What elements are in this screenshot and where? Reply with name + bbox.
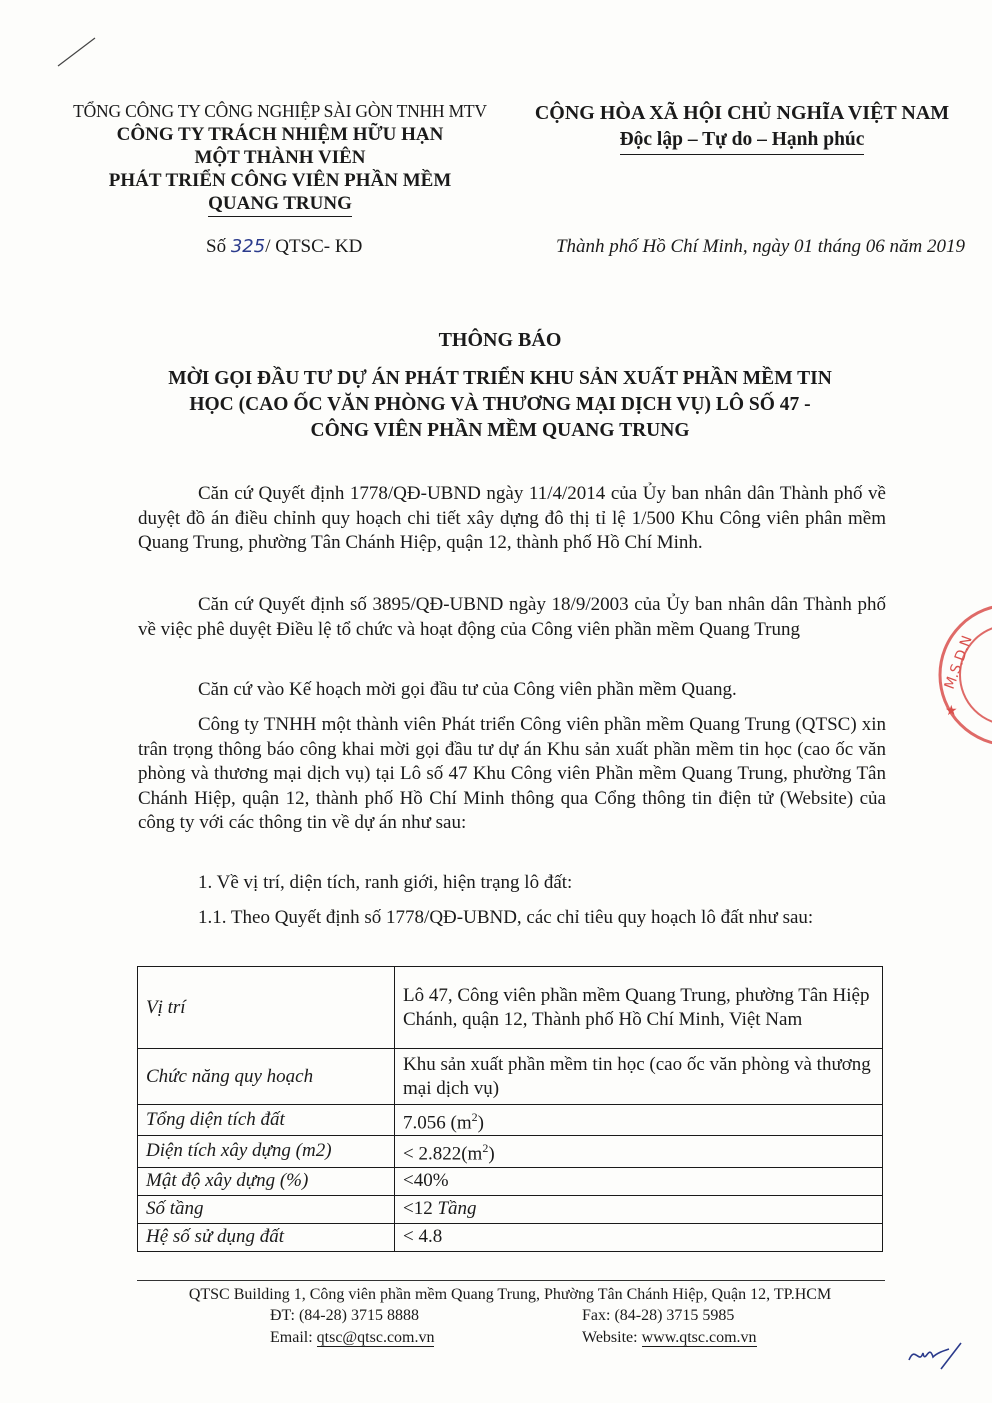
table-key: Tổng diện tích đất [138, 1105, 395, 1136]
paragraph-legal-basis-3: Căn cứ vào Kế hoạch mời gọi đầu tư của Công viên phần mềm Quang. [198, 679, 737, 700]
table-key: Vị trí [138, 967, 395, 1049]
table-key: Chức năng quy hoạch [138, 1049, 395, 1105]
table-row [138, 1195, 883, 1223]
org-name-line-2: MỘT THÀNH VIÊN [194, 147, 366, 168]
document-number: Số 325/ QTSC- KD [206, 236, 363, 257]
section-heading-1: 1. Về vị trí, diện tích, ranh giới, hiện trạng lô đất: [198, 872, 573, 893]
place-date: Thành phố Hồ Chí Minh, ngày 01 tháng 06 năm 2019 [555, 236, 965, 257]
document-subtitle: MỜI GỌI ĐẦU TƯ DỰ ÁN PHÁT TRIỂN KHU SẢN XUẤT PHẦN MỀM TIN HỌC (CAO ỐC VĂN PHÒNG VÀ THƯƠNG MẠI DỊCH VỤ) LÔ SỐ 47 - CÔNG VIÊN PHẦN MỀM QUANG TRUNG [168, 368, 832, 441]
paragraph-announcement: Công ty TNHH một thành viên Phát triển Công viên phần mềm Quang Trung (QTSC) xin trân trọng thông báo công khai mời gọi đầu tư dự án Khu sản xuất phần mềm tin học (cao ốc văn phòng và thương mại dịch vụ) tại Lô số 47 Khu Công viên Phần mềm Quang Trung, phường Tân Chánh Hiệp, quận 12, thành phố Hồ Chí Minh thông qua Cổng thông tin điện tử (Website) của công ty với các thông tin về dự án như sau: [138, 714, 886, 834]
svg-text:M.S.D.N: M.S.D.N [941, 633, 976, 692]
org-name-line-4: QUANG TRUNG [208, 192, 352, 217]
table-row [138, 967, 883, 1049]
company-seal [935, 600, 992, 750]
paragraph-legal-basis-1: Căn cứ Quyết định 1778/QĐ-UBND ngày 11/4/2014 của Ủy ban nhân dân Thành phố về duyệt đồ án điều chỉnh quy hoạch chi tiết xây dựng đô thị tỉ lệ 1/500 Khu Công viên phân mềm Quang Trung, phường Tân Chánh Hiệp, quận 12, thành phố Hồ Chí Minh. [138, 483, 886, 554]
table-row [138, 1167, 883, 1195]
handwritten-initials [905, 1335, 965, 1375]
table-value: <12 Tầng [395, 1195, 883, 1223]
footer-address: QTSC Building 1, Công viên phần mềm Quang Trung, Phường Tân Chánh Hiệp, Quận 12, TP.HCM [188, 1286, 832, 1303]
svg-text:★: ★ [945, 703, 958, 719]
table-value: Khu sản xuất phần mềm tin học (cao ốc văn phòng và thương mại dịch vụ) [395, 1049, 883, 1105]
table-value: 7.056 $(m^2)$ [395, 1105, 883, 1136]
table-row [138, 1136, 883, 1167]
org-name-line-3: PHÁT TRIỂN CÔNG VIÊN PHẦN MỀM [108, 170, 452, 191]
footer-phone: ĐT: (84-28) 3715 8888 [270, 1307, 419, 1324]
table-key: Số tầng [138, 1195, 395, 1223]
national-header [527, 100, 957, 155]
footer-divider [137, 1280, 885, 1281]
organization-header [40, 100, 520, 217]
nation-title: CỘNG HÒA XÃ HỘI CHỦ NGHĨA VIỆT NAM [534, 102, 950, 124]
org-parent: TỔNG CÔNG TY CÔNG NGHIỆP SÀI GÒN TNHH MTV [73, 101, 487, 121]
table-value: Lô 47, Công viên phần mềm Quang Trung, phường Tân Hiệp Chánh, quận 12, Thành phố Hồ Chí Minh, Việt Nam [395, 967, 883, 1049]
table-row [138, 1105, 883, 1136]
email-link[interactable]: qtsc@qtsc.com.vn [316, 1329, 435, 1346]
planning-indicators-table [137, 966, 883, 1252]
section-heading-1-1: 1.1. Theo Quyết định số 1778/QĐ-UBND, các chỉ tiêu quy hoạch lô đất như sau: [198, 907, 814, 928]
table-row [138, 1223, 883, 1251]
national-motto: Độc lập – Tự do – Hạnh phúc [620, 127, 865, 155]
table-key: Diện tích xây dựng (m2) [138, 1136, 395, 1167]
table-value: < $2.822(m^2)$ [395, 1136, 883, 1167]
org-name-line-1: CÔNG TY TRÁCH NHIỆM HỮU HẠN [116, 124, 444, 145]
document-title: THÔNG BÁO [438, 329, 562, 351]
table-key: Mật độ xây dựng (%) [138, 1167, 395, 1195]
table-key: Hệ số sử dụng đất [138, 1223, 395, 1251]
table-value: < 4.8 [395, 1223, 883, 1251]
table-value: <40% [395, 1167, 883, 1195]
footer-fax: Fax: (84-28) 3715 5985 [582, 1307, 735, 1324]
website-link[interactable]: www.qtsc.com.vn [641, 1329, 757, 1346]
handwritten-number: 325 [230, 236, 266, 257]
pen-mark [55, 35, 100, 70]
table-row [138, 1049, 883, 1105]
paragraph-legal-basis-2: Căn cứ Quyết định số 3895/QĐ-UBND ngày 18/9/2003 của Ủy ban nhân dân Thành phố về việc phê duyệt Điều lệ tổ chức và hoạt động của Công viên phần mềm Quang Trung [138, 594, 886, 640]
